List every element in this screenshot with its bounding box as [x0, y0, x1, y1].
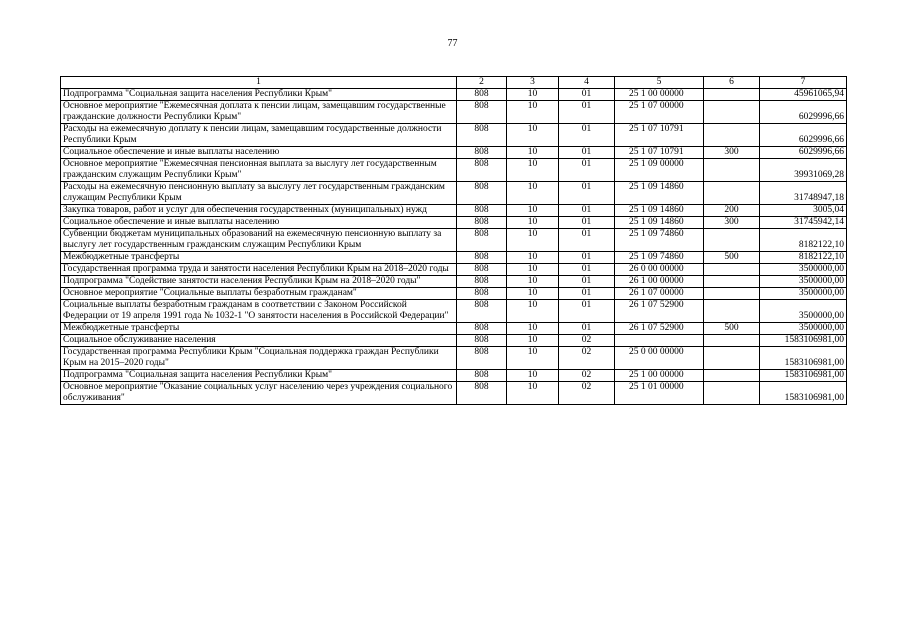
row-type-cell: 300: [704, 217, 760, 229]
table-row: [61, 264, 847, 276]
row-section-cell: 10: [507, 217, 559, 229]
row-target-cell: 25 1 00 00000: [615, 370, 704, 382]
row-type-cell: [704, 347, 760, 370]
row-code-cell: 808: [457, 288, 507, 300]
table-row: [61, 288, 847, 300]
header-cell: 5: [615, 77, 704, 89]
row-code-cell: 808: [457, 323, 507, 335]
row-amount-cell: 31745942,14: [760, 217, 847, 229]
table-row: [61, 182, 847, 205]
row-type-cell: [704, 370, 760, 382]
row-name-cell: Основное мероприятие "Социальные выплаты безработным гражданам": [61, 288, 457, 300]
row-target-cell: 25 1 01 00000: [615, 382, 704, 405]
row-section-cell: 10: [507, 276, 559, 288]
table-row: [61, 300, 847, 323]
row-section-cell: 10: [507, 101, 559, 124]
row-target-cell: 25 1 09 74860: [615, 229, 704, 252]
table-row: [61, 217, 847, 229]
row-amount-cell: 1583106981,00: [760, 382, 847, 405]
row-type-cell: [704, 229, 760, 252]
row-section-cell: 10: [507, 229, 559, 252]
table-row: [61, 101, 847, 124]
row-code-cell: 808: [457, 382, 507, 405]
row-name-cell: Подпрограмма "Социальная защита населения Республики Крым": [61, 89, 457, 101]
row-subsection-cell: 01: [559, 101, 615, 124]
row-amount-cell: 6029996,66: [760, 124, 847, 147]
row-section-cell: 10: [507, 205, 559, 217]
row-code-cell: 808: [457, 182, 507, 205]
row-code-cell: 808: [457, 300, 507, 323]
row-name-cell: Социальное обеспечение и иные выплаты населению: [61, 147, 457, 159]
row-type-cell: 500: [704, 252, 760, 264]
row-subsection-cell: 02: [559, 370, 615, 382]
table-row: [61, 229, 847, 252]
row-subsection-cell: 02: [559, 347, 615, 370]
table-row: [61, 124, 847, 147]
row-target-cell: 25 1 09 14860: [615, 217, 704, 229]
row-target-cell: 25 0 00 00000: [615, 347, 704, 370]
row-amount-cell: 3500000,00: [760, 300, 847, 323]
row-section-cell: 10: [507, 370, 559, 382]
table-row: [61, 347, 847, 370]
row-section-cell: 10: [507, 147, 559, 159]
row-section-cell: 10: [507, 89, 559, 101]
row-target-cell: 25 1 07 10791: [615, 147, 704, 159]
table-row: [61, 382, 847, 405]
table-row: [61, 252, 847, 264]
row-subsection-cell: 01: [559, 147, 615, 159]
row-subsection-cell: 01: [559, 205, 615, 217]
row-name-cell: Основное мероприятие "Ежемесячная пенсионная выплата за выслугу лет государственным гражданским служащим Республики Крым": [61, 159, 457, 182]
row-type-cell: [704, 335, 760, 347]
row-type-cell: [704, 159, 760, 182]
row-amount-cell: 6029996,66: [760, 101, 847, 124]
row-amount-cell: 8182122,10: [760, 252, 847, 264]
row-subsection-cell: 01: [559, 229, 615, 252]
table-row: [61, 370, 847, 382]
row-target-cell: 25 1 09 00000: [615, 159, 704, 182]
row-target-cell: 25 1 09 74860: [615, 252, 704, 264]
row-amount-cell: 3500000,00: [760, 323, 847, 335]
row-name-cell: Социальное обслуживание населения: [61, 335, 457, 347]
row-target-cell: 26 0 00 00000: [615, 264, 704, 276]
row-name-cell: Государственная программа труда и занятости населения Республики Крым на 2018–2020 годы: [61, 264, 457, 276]
row-type-cell: [704, 276, 760, 288]
row-target-cell: [615, 335, 704, 347]
row-amount-cell: 8182122,10: [760, 229, 847, 252]
row-section-cell: 10: [507, 347, 559, 370]
row-subsection-cell: 01: [559, 264, 615, 276]
row-type-cell: 200: [704, 205, 760, 217]
row-subsection-cell: 01: [559, 124, 615, 147]
row-section-cell: 10: [507, 182, 559, 205]
row-code-cell: 808: [457, 101, 507, 124]
row-amount-cell: 45961065,94: [760, 89, 847, 101]
row-subsection-cell: 01: [559, 323, 615, 335]
row-amount-cell: 39931069,28: [760, 159, 847, 182]
row-subsection-cell: 01: [559, 276, 615, 288]
row-type-cell: [704, 101, 760, 124]
row-subsection-cell: 02: [559, 335, 615, 347]
row-subsection-cell: 01: [559, 217, 615, 229]
row-target-cell: 25 1 07 10791: [615, 124, 704, 147]
row-subsection-cell: 01: [559, 182, 615, 205]
row-name-cell: Подпрограмма "Содействие занятости населения Республики Крым на 2018–2020 годы": [61, 276, 457, 288]
row-target-cell: 25 1 07 00000: [615, 101, 704, 124]
row-type-cell: [704, 182, 760, 205]
row-section-cell: 10: [507, 288, 559, 300]
row-type-cell: [704, 264, 760, 276]
row-section-cell: 10: [507, 264, 559, 276]
table-row: [61, 159, 847, 182]
row-code-cell: 808: [457, 347, 507, 370]
row-code-cell: 808: [457, 147, 507, 159]
header-cell: 2: [457, 77, 507, 89]
row-code-cell: 808: [457, 89, 507, 101]
row-name-cell: Расходы на ежемесячную пенсионную выплату за выслугу лет государственным гражданским служащим Республики Крым: [61, 182, 457, 205]
row-name-cell: Основное мероприятие "Ежемесячная доплата к пенсии лицам, замещавшим государственные гражданские должности Республики Крым": [61, 101, 457, 124]
table-header-row: [61, 77, 847, 89]
row-name-cell: Закупка товаров, работ и услуг для обеспечения государственных (муниципальных) нужд: [61, 205, 457, 217]
row-code-cell: 808: [457, 264, 507, 276]
row-name-cell: Межбюджетные трансферты: [61, 252, 457, 264]
row-amount-cell: 3500000,00: [760, 288, 847, 300]
row-type-cell: [704, 89, 760, 101]
table-row: [61, 323, 847, 335]
row-target-cell: 26 1 07 00000: [615, 288, 704, 300]
table-row: [61, 335, 847, 347]
row-amount-cell: 1583106981,00: [760, 370, 847, 382]
header-cell: 7: [760, 77, 847, 89]
row-section-cell: 10: [507, 124, 559, 147]
row-code-cell: 808: [457, 229, 507, 252]
row-section-cell: 10: [507, 335, 559, 347]
row-amount-cell: 3005,04: [760, 205, 847, 217]
row-amount-cell: 1583106981,00: [760, 335, 847, 347]
row-code-cell: 808: [457, 124, 507, 147]
row-name-cell: Субвенции бюджетам муниципальных образований на ежемесячную пенсионную выплату за выслугу лет государственным гражданским служащим Республики Крым: [61, 229, 457, 252]
row-code-cell: 808: [457, 276, 507, 288]
row-name-cell: Социальное обеспечение и иные выплаты населению: [61, 217, 457, 229]
row-name-cell: Подпрограмма "Социальная защита населения Республики Крым": [61, 370, 457, 382]
row-type-cell: [704, 288, 760, 300]
table-row: [61, 147, 847, 159]
table-row: [61, 276, 847, 288]
row-subsection-cell: 01: [559, 89, 615, 101]
row-type-cell: [704, 124, 760, 147]
row-amount-cell: 31748947,18: [760, 182, 847, 205]
header-cell: 1: [61, 77, 457, 89]
row-code-cell: 808: [457, 335, 507, 347]
row-amount-cell: 3500000,00: [760, 276, 847, 288]
row-name-cell: Межбюджетные трансферты: [61, 323, 457, 335]
row-target-cell: 26 1 00 00000: [615, 276, 704, 288]
row-subsection-cell: 01: [559, 159, 615, 182]
row-name-cell: Государственная программа Республики Крым "Социальная поддержка граждан Республики Крым на 2015–2020 годы": [61, 347, 457, 370]
row-target-cell: 25 1 09 14860: [615, 205, 704, 217]
row-section-cell: 10: [507, 300, 559, 323]
row-target-cell: 26 1 07 52900: [615, 323, 704, 335]
row-amount-cell: 3500000,00: [760, 264, 847, 276]
budget-table: [60, 76, 847, 405]
table-row: [61, 89, 847, 101]
row-code-cell: 808: [457, 159, 507, 182]
row-type-cell: 500: [704, 323, 760, 335]
row-subsection-cell: 01: [559, 288, 615, 300]
page-number: 77: [447, 38, 458, 49]
row-code-cell: 808: [457, 217, 507, 229]
header-cell: 3: [507, 77, 559, 89]
row-section-cell: 10: [507, 382, 559, 405]
row-name-cell: Социальные выплаты безработным гражданам в соответствии с Законом Российской Федерации от 19 апреля 1991 года № 1032-1 "О занятости населения в Российской Федерации": [61, 300, 457, 323]
row-amount-cell: 1583106981,00: [760, 347, 847, 370]
row-section-cell: 10: [507, 252, 559, 264]
table-row: [61, 205, 847, 217]
row-section-cell: 10: [507, 323, 559, 335]
row-name-cell: Расходы на ежемесячную доплату к пенсии лицам, замещавшим государственные должности Республики Крым: [61, 124, 457, 147]
row-type-cell: [704, 300, 760, 323]
row-target-cell: 26 1 07 52900: [615, 300, 704, 323]
header-cell: 4: [559, 77, 615, 89]
row-code-cell: 808: [457, 370, 507, 382]
row-type-cell: [704, 382, 760, 405]
row-subsection-cell: 01: [559, 252, 615, 264]
row-type-cell: 300: [704, 147, 760, 159]
row-amount-cell: 6029996,66: [760, 147, 847, 159]
row-target-cell: 25 1 09 14860: [615, 182, 704, 205]
row-target-cell: 25 1 00 00000: [615, 89, 704, 101]
header-cell: 6: [704, 77, 760, 89]
row-subsection-cell: 01: [559, 300, 615, 323]
row-code-cell: 808: [457, 252, 507, 264]
row-section-cell: 10: [507, 159, 559, 182]
row-subsection-cell: 02: [559, 382, 615, 405]
row-name-cell: Основное мероприятие "Оказание социальных услуг населению через учреждения социального обслуживания": [61, 382, 457, 405]
row-code-cell: 808: [457, 205, 507, 217]
